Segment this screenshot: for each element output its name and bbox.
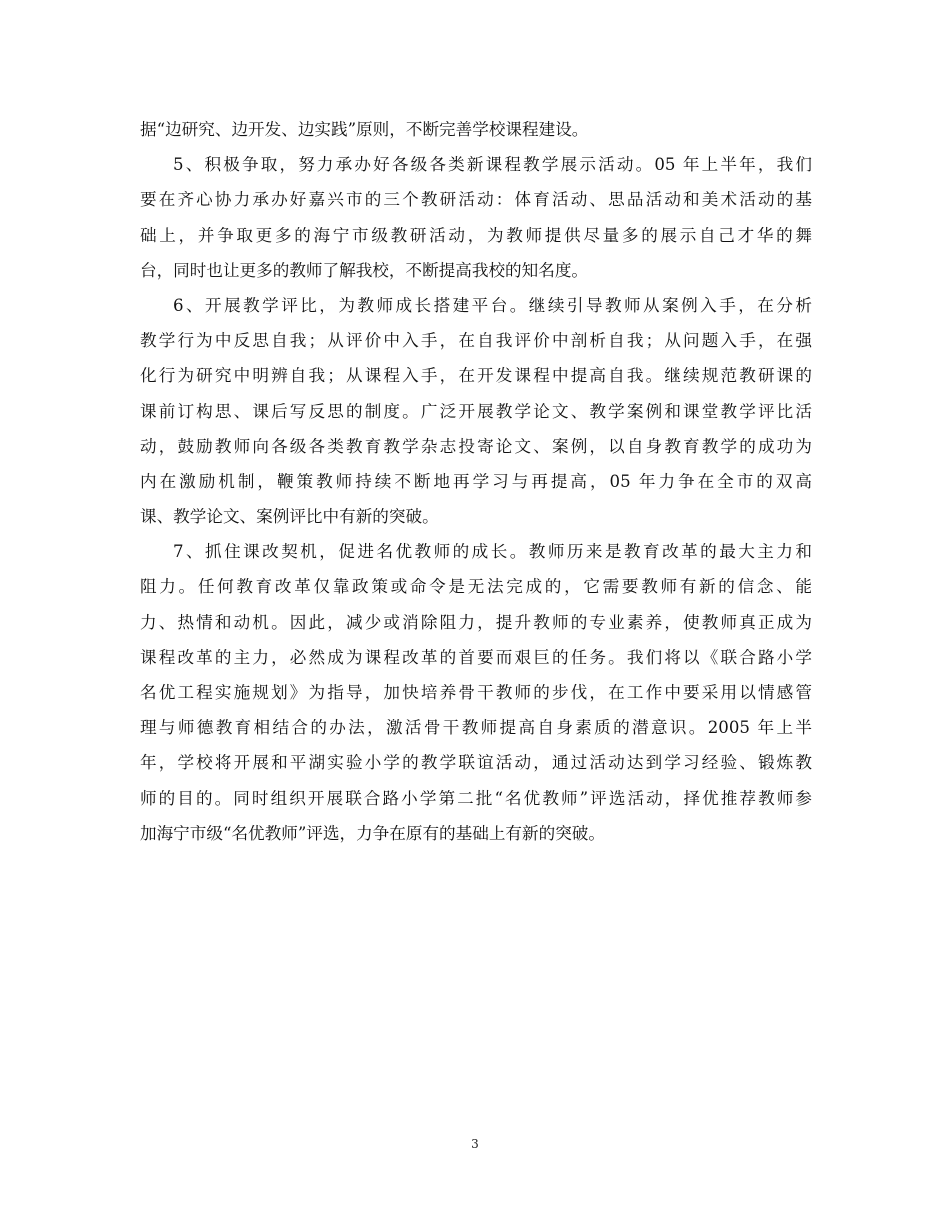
paragraph-item-6	[140, 288, 812, 534]
text-line: 内在激励机制，鞭策教师持续不断地再学习与再提高，05 年力争在全市的双高	[140, 471, 812, 491]
page-number: 3	[471, 1137, 479, 1151]
text-line: 6、开展教学评比，为教师成长搭建平台。继续引导教师从案例入手，在分析	[173, 295, 812, 315]
text-line: 师的目的。同时组织开展联合路小学第二批“名优教师”评选活动，择优推荐教师参	[140, 788, 812, 808]
text-line: 课、教学论文、案例评比中有新的突破。	[140, 507, 439, 527]
text-line: 台，同时也让更多的教师了解我校，不断提高我校的知名度。	[140, 260, 589, 280]
text-line: 课前订构思、课后写反思的制度。广泛开展教学论文、教学案例和课堂教学评比活	[140, 401, 812, 421]
text-line: 7、抓住课改契机，促进名优教师的成长。教师历来是教育改革的最大主力和	[173, 542, 812, 562]
paragraph-continuation	[140, 112, 812, 147]
text-line: 加海宁市级“名优教师”评选，力争在原有的基础上有新的突破。	[140, 823, 605, 843]
text-line: 理与师德教育相结合的办法，激活骨干教师提高自身素质的潜意识。2005 年上半	[140, 718, 812, 738]
text-line: 课程改革的主力，必然成为课程改革的首要而艰巨的任务。我们将以《联合路小学	[140, 647, 812, 667]
text-line: 动，鼓励教师向各级各类教育教学杂志投寄论文、案例，以自身教育教学的成功为	[140, 436, 812, 456]
text-line: 教学行为中反思自我；从评价中入手，在自我评价中剖析自我；从问题入手，在强	[140, 331, 812, 351]
text-line: 5、积极争取，努力承办好各级各类新课程教学展示活动。05 年上半年，我们	[173, 155, 812, 175]
body-text	[140, 112, 812, 851]
paragraph-item-7	[140, 534, 812, 851]
text-line: 化行为研究中明辨自我；从课程入手，在开发课程中提高自我。继续规范教研课的	[140, 366, 812, 386]
text-line: 要在齐心协力承办好嘉兴市的三个教研活动：体育活动、思品活动和美术活动的基	[140, 190, 812, 210]
text-line: 据“边研究、边开发、边实践”原则，不断完善学校课程建设。	[140, 120, 589, 139]
text-line: 力、热情和动机。因此，减少或消除阻力，提升教师的专业素养，使教师真正成为	[140, 612, 812, 632]
text-line: 名优工程实施规划》为指导，加快培养骨干教师的步伐，在工作中要采用以情感管	[140, 683, 812, 702]
text-line: 础上，并争取更多的海宁市级教研活动，为教师提供尽量多的展示自己才华的舞	[140, 225, 812, 245]
paragraph-item-5	[140, 147, 812, 288]
text-line: 阻力。任何教育改革仅靠政策或命令是无法完成的，它需要教师有新的信念、能	[140, 577, 812, 597]
text-line: 年，学校将开展和平湖实验小学的教学联谊活动，通过活动达到学习经验、锻炼教	[140, 753, 812, 773]
